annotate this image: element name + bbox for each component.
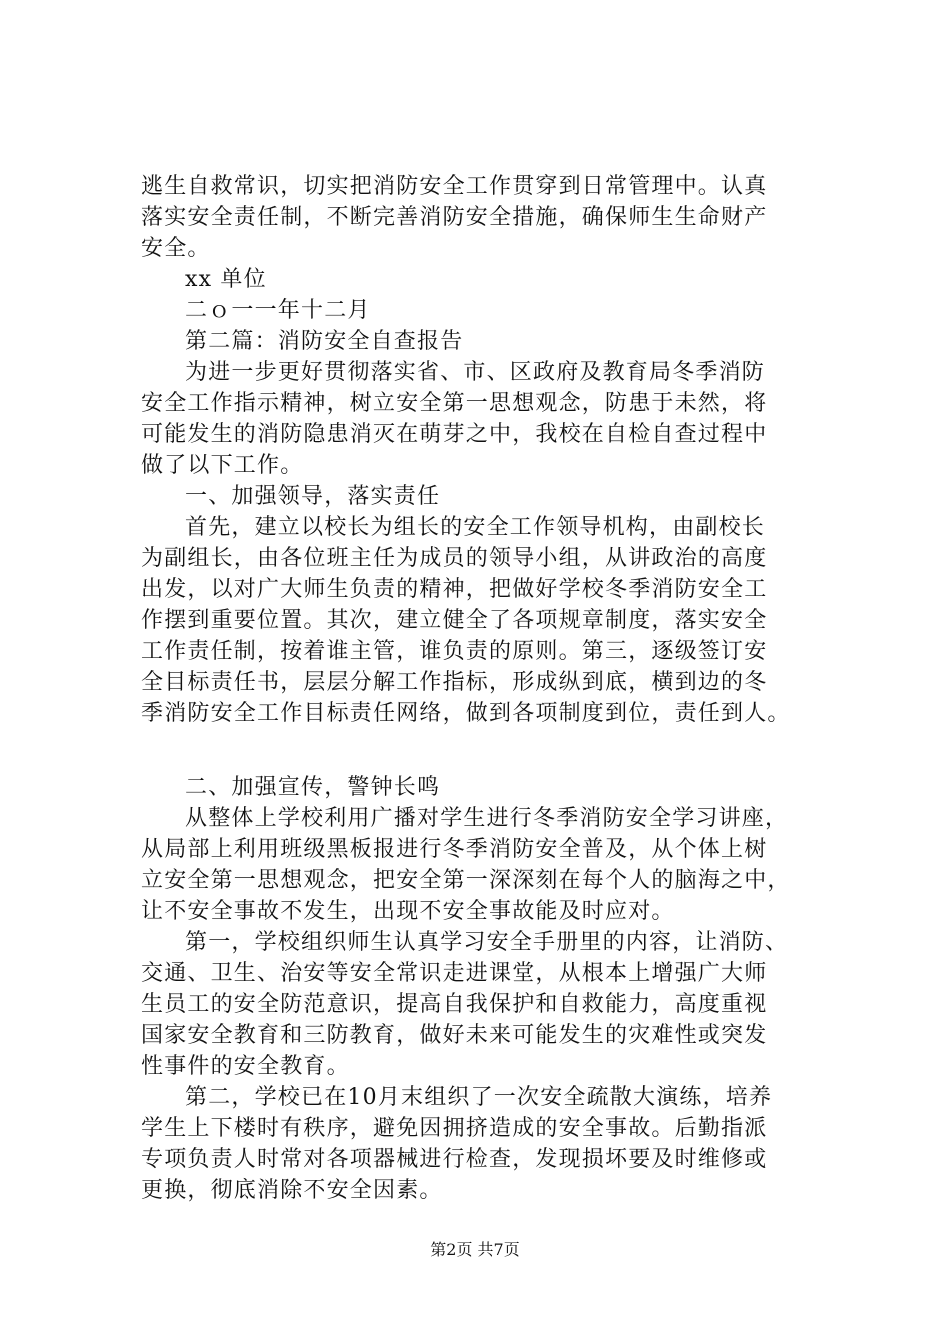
paragraph-line: 作摆到重要位置。其次，建立健全了各项规章制度，落实安全 — [141, 608, 768, 633]
paragraph-line: 更换，彻底消除不安全因素。 — [141, 1178, 443, 1203]
paragraph-line: 安全。 — [141, 236, 211, 261]
paragraph-line: 国家安全教育和三防教育，做好未来可能发生的灾难性或突发 — [141, 1023, 768, 1048]
paragraph-line: 工作责任制，按着谁主管，谁负责的原则。第三，逐级签订安 — [141, 639, 768, 664]
paragraph-line: 落实安全责任制，不断完善消防安全措施，确保师生生命财产 — [141, 205, 768, 230]
paragraph-line: 让不安全事故不发生，出现不安全事故能及时应对。 — [141, 899, 675, 924]
paragraph-line: 为副组长，由各位班主任为成员的领导小组，从讲政治的高度 — [141, 546, 768, 571]
heading: 二、加强宣传，警钟长鸣 — [185, 775, 441, 800]
paragraph-line: 第二，学校已在10月末组织了一次安全疏散大演练，培养 — [185, 1085, 773, 1110]
paragraph-line: 安全工作指示精神，树立安全第一思想观念，防患于未然，将 — [141, 391, 768, 416]
paragraph-line: 交通、卫生、治安等安全常识走进课堂，从根本上增强广大师 — [141, 961, 768, 986]
signature-date: 二ｏ一一年十二月 — [185, 298, 371, 323]
paragraph-line: 可能发生的消防隐患消灭在萌芽之中，我校在自检自查过程中 — [141, 422, 768, 447]
paragraph-gap — [141, 729, 853, 772]
page-number: 第2页 共7页 — [430, 1240, 520, 1259]
paragraph-line: 做了以下工作。 — [141, 453, 304, 478]
paragraph-line: 逃生自救常识，切实把消防安全工作贯穿到日常管理中。认真 — [141, 174, 768, 199]
heading: 一、加强领导，落实责任 — [185, 484, 441, 509]
paragraph-line: 出发，以对广大师生负责的精神，把做好学校冬季消防安全工 — [141, 577, 768, 602]
paragraph-line: 立安全第一思想观念，把安全第一深深刻在每个人的脑海之中， — [141, 868, 791, 893]
paragraph-line: 生员工的安全防范意识，提高自我保护和自救能力，高度重视 — [141, 992, 768, 1017]
paragraph-line: 首先，建立以校长为组长的安全工作领导机构，由副校长 — [185, 515, 766, 540]
section-title: 第二篇：消防安全自查报告 — [185, 329, 464, 354]
document-body — [141, 171, 853, 1206]
paragraph-line: 性事件的安全教育。 — [141, 1054, 350, 1079]
paragraph-line: 专项负责人时常对各项器械进行检查，发现损坏要及时维修或 — [141, 1147, 768, 1172]
paragraph-line: 全目标责任书，层层分解工作指标，形成纵到底，横到边的冬 — [141, 670, 768, 695]
paragraph-line: 季消防安全工作目标责任网络，做到各项制度到位，责任到人。 — [141, 701, 791, 726]
paragraph-line: 为进一步更好贯彻落实省、市、区政府及教育局冬季消防 — [185, 360, 766, 385]
paragraph-line: 从局部上利用班级黑板报进行冬季消防安全普及，从个体上树 — [141, 837, 768, 862]
paragraph-line: 学生上下楼时有秩序，避免因拥挤造成的安全事故。后勤指派 — [141, 1116, 768, 1141]
paragraph-line: 从整体上学校利用广播对学生进行冬季消防安全学习讲座， — [185, 806, 789, 831]
paragraph-line: 第一，学校组织师生认真学习安全手册里的内容，让消防、 — [185, 930, 789, 955]
signature-unit: xx 单位 — [185, 267, 267, 292]
